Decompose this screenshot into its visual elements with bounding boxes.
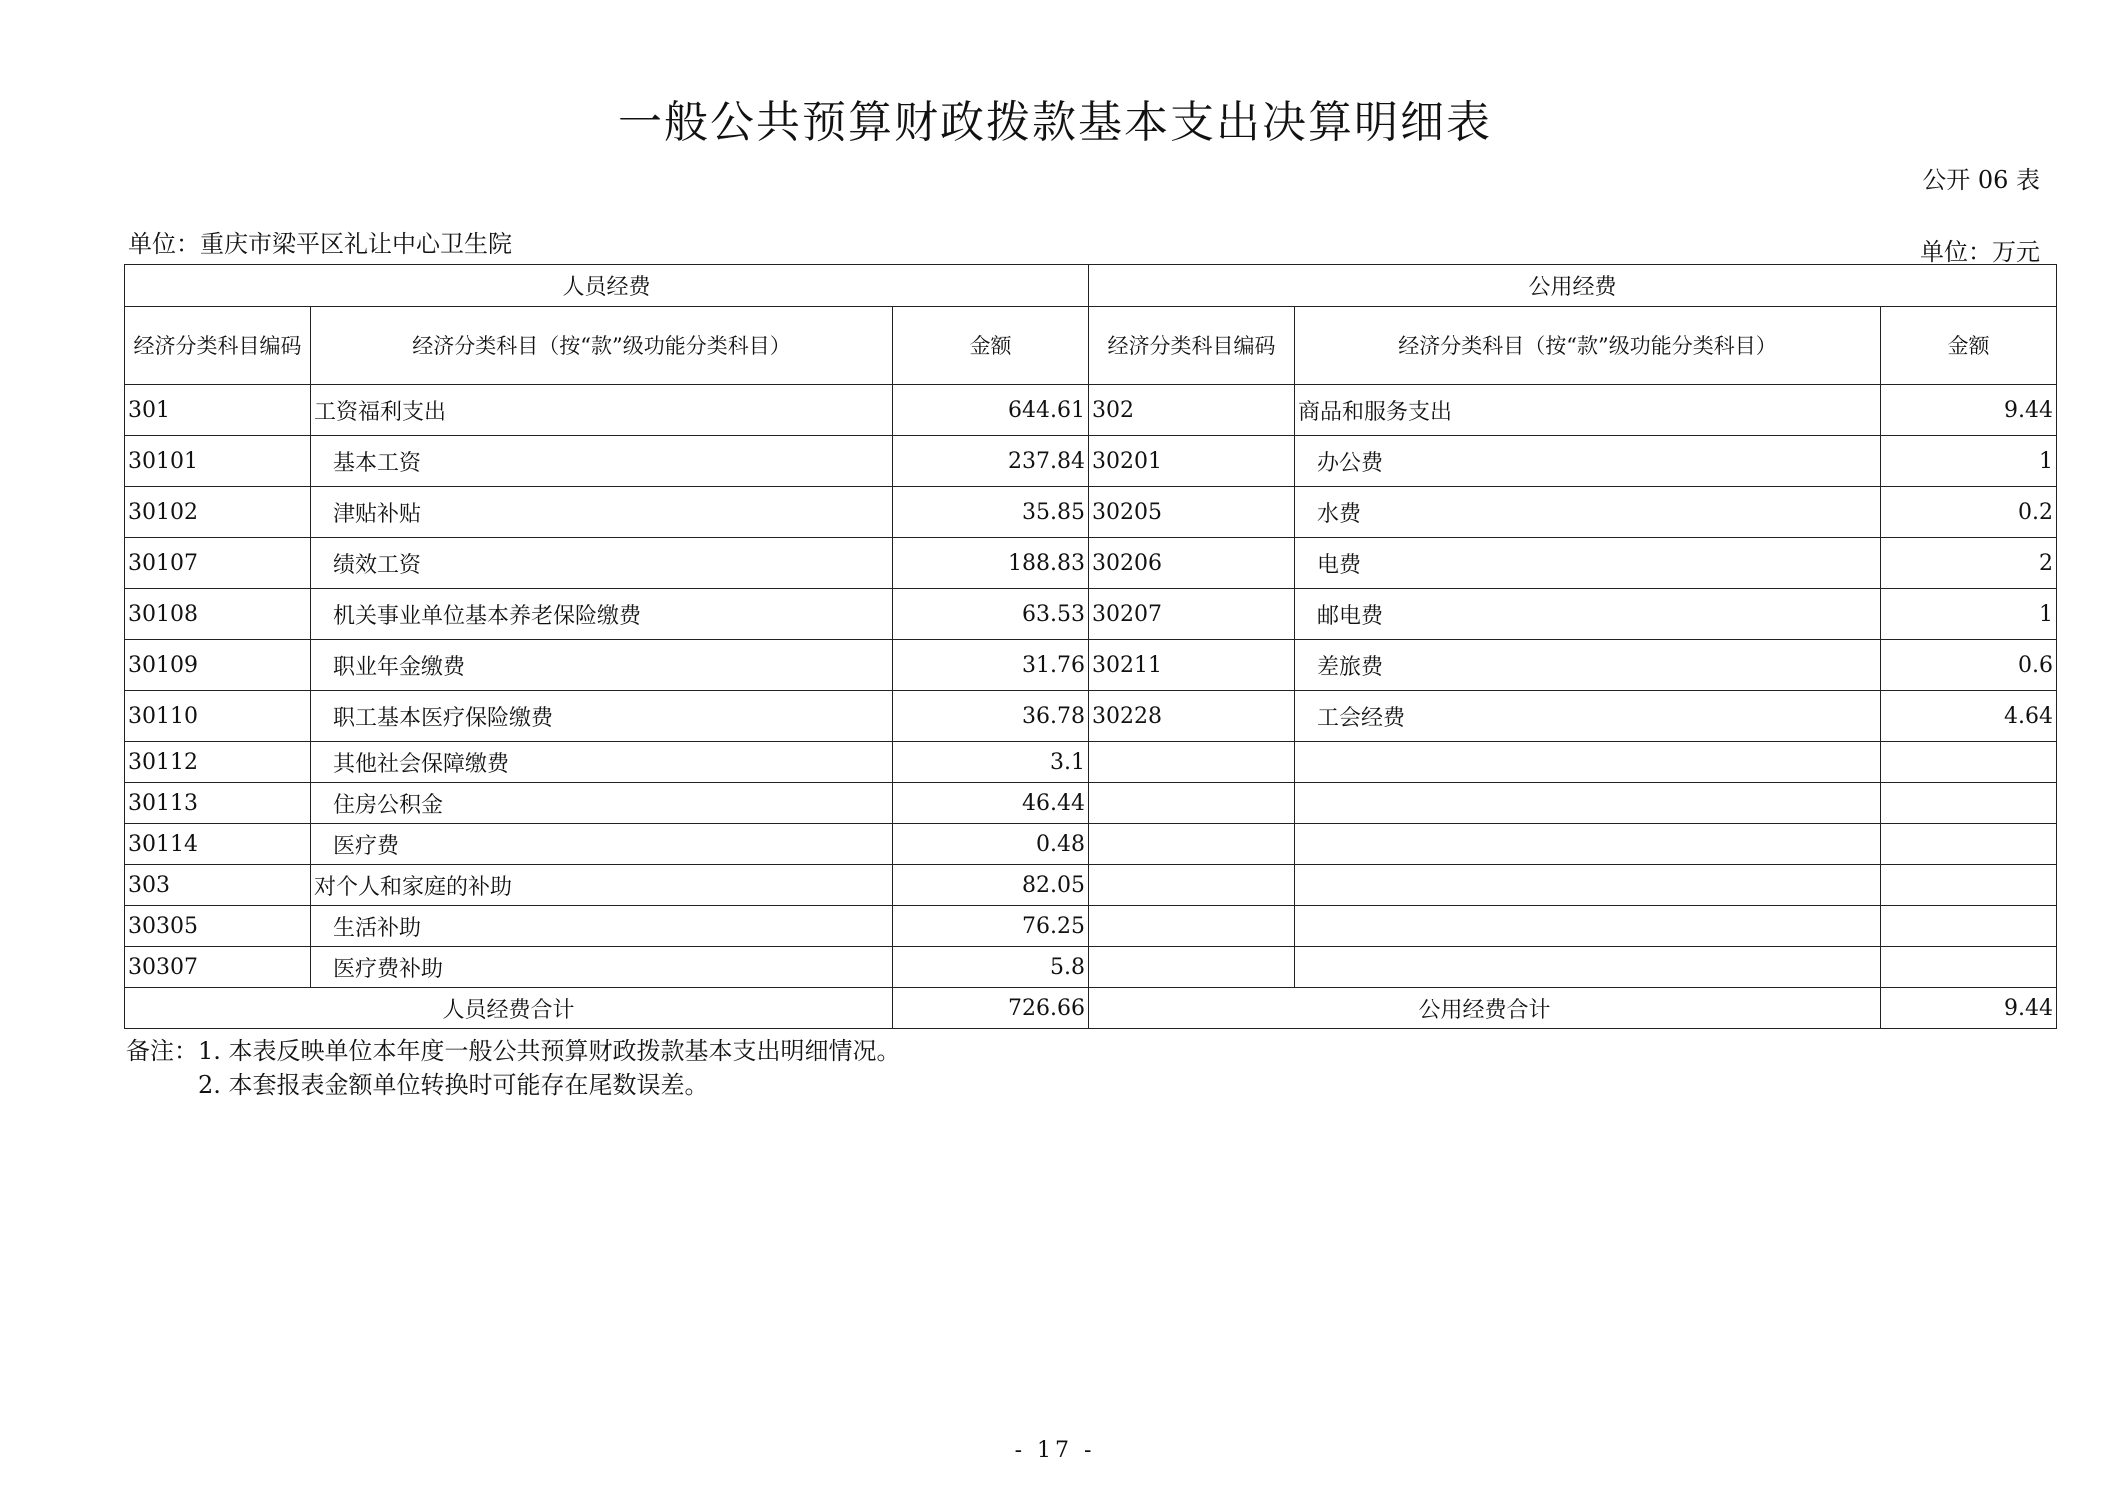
personnel-amount-cell: 0.48 [893,824,1089,865]
personnel-name-cell: 医疗费 [311,824,893,865]
personnel-code-cell: 30112 [125,742,311,783]
empty-cell [1089,947,1295,988]
empty-cell [1089,742,1295,783]
public-name-cell: 商品和服务支出 [1295,385,1881,436]
personnel-amount-cell: 46.44 [893,783,1089,824]
table-row [125,865,2057,906]
personnel-code-cell: 303 [125,865,311,906]
table-row [125,589,2057,640]
page-title: 一般公共预算财政拨款基本支出决算明细表 [618,97,1492,148]
public-code-cell: 30211 [1089,640,1295,691]
empty-cell [1089,783,1295,824]
empty-cell [1295,824,1881,865]
personnel-code-cell: 30305 [125,906,311,947]
personnel-amount-cell: 31.76 [893,640,1089,691]
empty-cell [1881,783,2057,824]
table-row [125,824,2057,865]
personnel-section-header: 人员经费 [125,265,1089,307]
empty-cell [1295,783,1881,824]
public-name-cell: 办公费 [1295,436,1881,487]
public-code-cell: 30228 [1089,691,1295,742]
personnel-code-cell: 30109 [125,640,311,691]
empty-cell [1089,824,1295,865]
empty-cell [1881,865,2057,906]
public-name-cell: 水费 [1295,487,1881,538]
empty-cell [1295,906,1881,947]
personnel-code-cell: 30108 [125,589,311,640]
personnel-code-cell: 30307 [125,947,311,988]
personnel-amount-cell: 3.1 [893,742,1089,783]
table-row [125,538,2057,589]
public-name-cell: 差旅费 [1295,640,1881,691]
public-name-cell: 电费 [1295,538,1881,589]
table-row [125,947,2057,988]
personnel-amount-cell: 188.83 [893,538,1089,589]
public-code-cell: 30205 [1089,487,1295,538]
table-row [125,742,2057,783]
personnel-name-cell: 机关事业单位基本养老保险缴费 [311,589,893,640]
personnel-name-cell: 住房公积金 [311,783,893,824]
empty-cell [1089,906,1295,947]
page-number: - 17 - [1014,1438,1096,1463]
personnel-name-cell: 医疗费补助 [311,947,893,988]
public-total-amount: 9.44 [1881,988,2057,1029]
reporting-unit: 单位：重庆市梁平区礼让中心卫生院 [128,230,512,258]
empty-cell [1881,906,2057,947]
empty-cell [1089,865,1295,906]
personnel-code-cell: 30114 [125,824,311,865]
expenditure-table [124,264,2057,1029]
empty-cell [1295,947,1881,988]
table-row [125,436,2057,487]
personnel-amount-cell: 644.61 [893,385,1089,436]
personnel-total-amount: 726.66 [893,988,1089,1029]
personnel-name-cell: 职业年金缴费 [311,640,893,691]
personnel-code-header: 经济分类科目编码 [125,307,311,385]
table-row [125,640,2057,691]
currency-unit: 单位：万元 [1920,238,2040,266]
table-row [125,385,2057,436]
note-line-1: 备注：1. 本表反映单位本年度一般公共预算财政拨款基本支出明细情况。 [126,1037,901,1065]
public-amount-cell: 1 [1881,589,2057,640]
personnel-name-cell: 津贴补贴 [311,487,893,538]
total-row [125,988,2057,1029]
personnel-code-cell: 30102 [125,487,311,538]
public-amount-cell: 1 [1881,436,2057,487]
public-code-cell: 30206 [1089,538,1295,589]
personnel-code-cell: 30110 [125,691,311,742]
personnel-amount-cell: 76.25 [893,906,1089,947]
public-code-header: 经济分类科目编码 [1089,307,1295,385]
public-name-cell: 工会经费 [1295,691,1881,742]
public-amount-cell: 0.6 [1881,640,2057,691]
personnel-name-cell: 其他社会保障缴费 [311,742,893,783]
table-row [125,487,2057,538]
public-amount-header: 金额 [1881,307,2057,385]
public-amount-cell: 9.44 [1881,385,2057,436]
empty-cell [1881,742,2057,783]
personnel-amount-cell: 35.85 [893,487,1089,538]
table-row [125,783,2057,824]
public-code-cell: 302 [1089,385,1295,436]
personnel-amount-cell: 82.05 [893,865,1089,906]
personnel-total-label: 人员经费合计 [125,988,893,1029]
personnel-name-cell: 工资福利支出 [311,385,893,436]
personnel-amount-cell: 36.78 [893,691,1089,742]
public-amount-cell: 4.64 [1881,691,2057,742]
public-name-cell: 邮电费 [1295,589,1881,640]
table-row [125,691,2057,742]
public-section-header: 公用经费 [1089,265,2057,307]
personnel-code-cell: 30113 [125,783,311,824]
empty-cell [1295,742,1881,783]
personnel-amount-cell: 63.53 [893,589,1089,640]
personnel-name-cell: 对个人和家庭的补助 [311,865,893,906]
public-name-header: 经济分类科目（按“款”级功能分类科目） [1295,307,1881,385]
personnel-name-header: 经济分类科目（按“款”级功能分类科目） [311,307,893,385]
public-amount-cell: 0.2 [1881,487,2057,538]
public-code-cell: 30201 [1089,436,1295,487]
personnel-name-cell: 基本工资 [311,436,893,487]
notes [126,1034,901,1102]
personnel-name-cell: 绩效工资 [311,538,893,589]
note-line-2: 2. 本套报表金额单位转换时可能存在尾数误差。 [198,1071,709,1099]
public-amount-cell: 2 [1881,538,2057,589]
public-total-label: 公用经费合计 [1089,988,1881,1029]
personnel-code-cell: 30101 [125,436,311,487]
table-row [125,906,2057,947]
personnel-amount-cell: 5.8 [893,947,1089,988]
public-code-cell: 30207 [1089,589,1295,640]
personnel-name-cell: 生活补助 [311,906,893,947]
personnel-code-cell: 30107 [125,538,311,589]
empty-cell [1881,824,2057,865]
personnel-amount-cell: 237.84 [893,436,1089,487]
personnel-amount-header: 金额 [893,307,1089,385]
empty-cell [1881,947,2057,988]
table-number: 公开 06 表 [1922,166,2040,194]
personnel-name-cell: 职工基本医疗保险缴费 [311,691,893,742]
empty-cell [1295,865,1881,906]
personnel-code-cell: 301 [125,385,311,436]
